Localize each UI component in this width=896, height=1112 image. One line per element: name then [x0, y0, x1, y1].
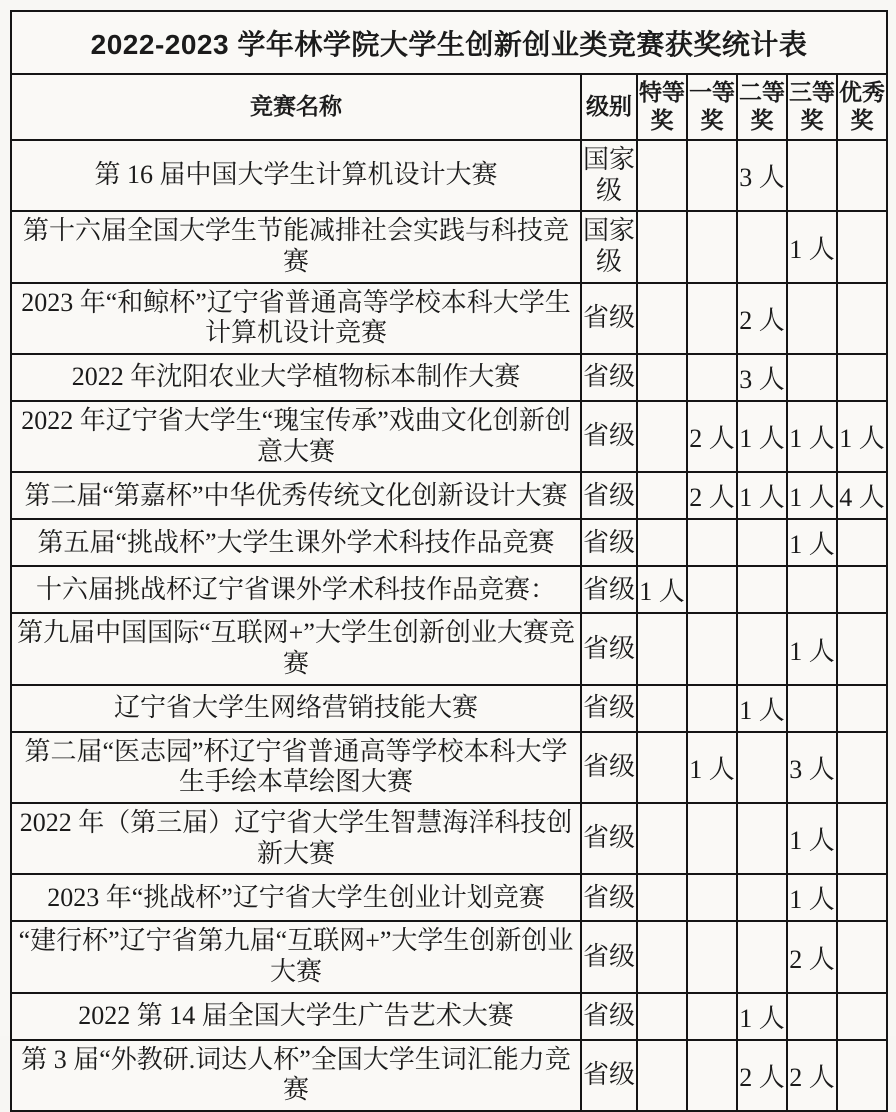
cell-second-prize: 1 人: [737, 685, 787, 732]
cell-first-prize: [687, 874, 737, 921]
cell-level: 国家级: [581, 140, 637, 211]
cell-third-prize: [787, 283, 837, 354]
cell-second-prize: [737, 519, 787, 566]
table-row: [11, 283, 887, 354]
table-row: [11, 566, 887, 613]
header-competition-name: 竞赛名称: [11, 74, 581, 140]
cell-competition-name: 2023 年“挑战杯”辽宁省大学生创业计划竞赛: [11, 874, 581, 921]
cell-excellence-prize: [837, 1040, 887, 1111]
cell-second-prize: 1 人: [737, 993, 787, 1040]
cell-competition-name: 第五届“挑战杯”大学生课外学术科技作品竞赛: [11, 519, 581, 566]
cell-excellence-prize: [837, 803, 887, 874]
title-row: [11, 11, 887, 74]
table-row: [11, 993, 887, 1040]
cell-first-prize: [687, 803, 737, 874]
table-row: [11, 211, 887, 282]
cell-third-prize: 1 人: [787, 803, 837, 874]
cell-special-prize: [637, 140, 687, 211]
cell-excellence-prize: [837, 993, 887, 1040]
cell-third-prize: 1 人: [787, 211, 837, 282]
cell-first-prize: [687, 613, 737, 684]
cell-excellence-prize: [837, 354, 887, 401]
cell-second-prize: 3 人: [737, 354, 787, 401]
cell-third-prize: 1 人: [787, 874, 837, 921]
cell-first-prize: 1 人: [687, 732, 737, 803]
header-special-prize: 特等奖: [637, 74, 687, 140]
cell-second-prize: [737, 874, 787, 921]
cell-second-prize: [737, 613, 787, 684]
cell-second-prize: [737, 211, 787, 282]
cell-competition-name: 第十六届全国大学生节能减排社会实践与科技竞赛: [11, 211, 581, 282]
table-row: [11, 732, 887, 803]
cell-first-prize: 2 人: [687, 401, 737, 472]
cell-excellence-prize: [837, 211, 887, 282]
cell-special-prize: [637, 685, 687, 732]
award-statistics-table: [10, 10, 888, 1112]
cell-third-prize: 3 人: [787, 732, 837, 803]
cell-competition-name: 第二届“医志园”杯辽宁省普通高等学校本科大学生手绘本草绘图大赛: [11, 732, 581, 803]
cell-first-prize: [687, 993, 737, 1040]
cell-special-prize: 1 人: [637, 566, 687, 613]
cell-competition-name: 第二届“第嘉杯”中华优秀传统文化创新设计大赛: [11, 472, 581, 519]
cell-excellence-prize: [837, 613, 887, 684]
cell-third-prize: [787, 993, 837, 1040]
cell-first-prize: 2 人: [687, 472, 737, 519]
cell-special-prize: [637, 803, 687, 874]
cell-third-prize: 1 人: [787, 613, 837, 684]
cell-third-prize: [787, 566, 837, 613]
table-row: [11, 613, 887, 684]
cell-third-prize: 1 人: [787, 519, 837, 566]
cell-third-prize: [787, 354, 837, 401]
cell-level: 省级: [581, 519, 637, 566]
cell-second-prize: 1 人: [737, 401, 787, 472]
cell-level: 省级: [581, 874, 637, 921]
cell-excellence-prize: 4 人: [837, 472, 887, 519]
table-row: [11, 803, 887, 874]
cell-excellence-prize: [837, 566, 887, 613]
cell-level: 省级: [581, 283, 637, 354]
cell-special-prize: [637, 874, 687, 921]
cell-second-prize: 1 人: [737, 472, 787, 519]
cell-competition-name: 2022 年沈阳农业大学植物标本制作大赛: [11, 354, 581, 401]
cell-level: 省级: [581, 921, 637, 992]
cell-excellence-prize: [837, 140, 887, 211]
cell-third-prize: 2 人: [787, 921, 837, 992]
cell-level: 省级: [581, 354, 637, 401]
cell-level: 国家级: [581, 211, 637, 282]
cell-third-prize: [787, 140, 837, 211]
table-row: [11, 401, 887, 472]
cell-second-prize: [737, 803, 787, 874]
cell-level: 省级: [581, 803, 637, 874]
cell-third-prize: 1 人: [787, 401, 837, 472]
cell-first-prize: [687, 354, 737, 401]
table-row: [11, 1040, 887, 1111]
cell-level: 省级: [581, 685, 637, 732]
cell-excellence-prize: [837, 732, 887, 803]
cell-second-prize: [737, 732, 787, 803]
cell-competition-name: 第 3 届“外教研.词达人杯”全国大学生词汇能力竞赛: [11, 1040, 581, 1111]
table-row: [11, 921, 887, 992]
cell-third-prize: 2 人: [787, 1040, 837, 1111]
cell-special-prize: [637, 401, 687, 472]
table-row: [11, 874, 887, 921]
cell-second-prize: [737, 566, 787, 613]
cell-special-prize: [637, 1040, 687, 1111]
cell-second-prize: 2 人: [737, 283, 787, 354]
cell-level: 省级: [581, 566, 637, 613]
cell-level: 省级: [581, 401, 637, 472]
cell-special-prize: [637, 211, 687, 282]
header-third-prize: 三等奖: [787, 74, 837, 140]
cell-level: 省级: [581, 1040, 637, 1111]
cell-competition-name: “建行杯”辽宁省第九届“互联网+”大学生创新创业大赛: [11, 921, 581, 992]
cell-competition-name: 第九届中国国际“互联网+”大学生创新创业大赛竞赛: [11, 613, 581, 684]
cell-second-prize: 3 人: [737, 140, 787, 211]
table-row: [11, 685, 887, 732]
cell-special-prize: [637, 283, 687, 354]
header-first-prize: 一等奖: [687, 74, 737, 140]
cell-level: 省级: [581, 732, 637, 803]
cell-first-prize: [687, 519, 737, 566]
cell-excellence-prize: [837, 921, 887, 992]
cell-competition-name: 第 16 届中国大学生计算机设计大赛: [11, 140, 581, 211]
table-header-row: [11, 74, 887, 140]
cell-excellence-prize: [837, 519, 887, 566]
cell-excellence-prize: [837, 283, 887, 354]
cell-second-prize: 2 人: [737, 1040, 787, 1111]
cell-first-prize: [687, 211, 737, 282]
cell-special-prize: [637, 354, 687, 401]
cell-special-prize: [637, 732, 687, 803]
table-row: [11, 519, 887, 566]
cell-first-prize: [687, 921, 737, 992]
cell-third-prize: 1 人: [787, 472, 837, 519]
cell-excellence-prize: 1 人: [837, 401, 887, 472]
cell-first-prize: [687, 283, 737, 354]
cell-first-prize: [687, 140, 737, 211]
cell-first-prize: [687, 566, 737, 613]
cell-excellence-prize: [837, 685, 887, 732]
header-second-prize: 二等奖: [737, 74, 787, 140]
cell-level: 省级: [581, 472, 637, 519]
header-level: 级别: [581, 74, 637, 140]
cell-third-prize: [787, 685, 837, 732]
cell-special-prize: [637, 993, 687, 1040]
cell-level: 省级: [581, 613, 637, 684]
table-row: [11, 140, 887, 211]
cell-competition-name: 辽宁省大学生网络营销技能大赛: [11, 685, 581, 732]
cell-competition-name: 2022 第 14 届全国大学生广告艺术大赛: [11, 993, 581, 1040]
cell-competition-name: 十六届挑战杯辽宁省课外学术科技作品竞赛：: [11, 566, 581, 613]
cell-level: 省级: [581, 993, 637, 1040]
cell-first-prize: [687, 685, 737, 732]
cell-competition-name: 2022 年（第三届）辽宁省大学生智慧海洋科技创新大赛: [11, 803, 581, 874]
cell-special-prize: [637, 519, 687, 566]
header-excellence-prize: 优秀奖: [837, 74, 887, 140]
cell-competition-name: 2023 年“和鲸杯”辽宁省普通高等学校本科大学生计算机设计竞赛: [11, 283, 581, 354]
cell-second-prize: [737, 921, 787, 992]
cell-special-prize: [637, 921, 687, 992]
table-row: [11, 472, 887, 519]
table-body: [11, 140, 887, 1111]
cell-special-prize: [637, 472, 687, 519]
cell-competition-name: 2022 年辽宁省大学生“瑰宝传承”戏曲文化创新创意大赛: [11, 401, 581, 472]
table-row: [11, 354, 887, 401]
cell-excellence-prize: [837, 874, 887, 921]
cell-first-prize: [687, 1040, 737, 1111]
cell-special-prize: [637, 613, 687, 684]
page-title: 2022-2023 学年林学院大学生创新创业类竞赛获奖统计表: [11, 11, 887, 74]
